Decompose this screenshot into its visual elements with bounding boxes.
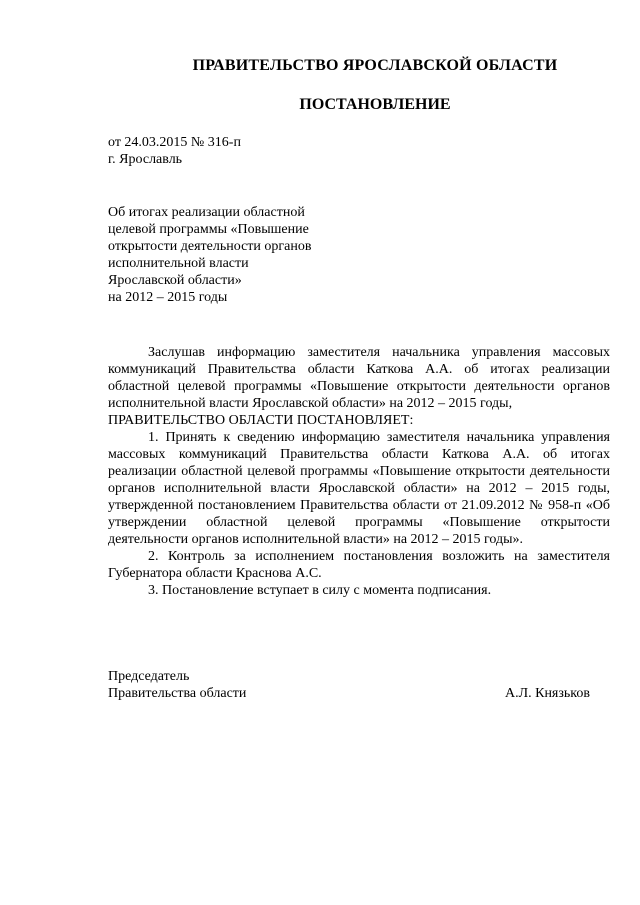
subject-line: на 2012 – 2015 годы: [108, 290, 228, 305]
resolution-item-1: 1. Принять к сведению информацию заместителя начальника управления массовых коммуникаций Правительства области Каткова А.А. об итогах реализации областной целевой программы «Повышение открытости деятельности органов исполнительной власти Ярославской области» на 2012 – 2015 годы, утвержденной постановлением Правительства области от 21.09.2012 № 958-п «Об утверждении областной целевой программы «Повышение открытости деятельности органов исполнительной власти» на 2012 – 2015 годы».: [108, 430, 610, 547]
document-type: ПОСТАНОВЛЕНИЕ: [299, 96, 451, 113]
signer-name: А.Л. Князьков: [505, 686, 590, 701]
document-body: [108, 344, 610, 599]
organization-title: ПРАВИТЕЛЬСТВО ЯРОСЛАВСКОЙ ОБЛАСТИ: [192, 57, 558, 74]
subject-line: исполнительной власти: [108, 256, 249, 271]
city: г. Ярославль: [108, 152, 183, 167]
resolution-item-3: 3. Постановление вступает в силу с момента подписания.: [148, 583, 492, 598]
subject-line: Об итогах реализации областной: [108, 205, 305, 220]
document-subject: [108, 204, 368, 306]
date-number: от 24.03.2015 № 316-п: [108, 135, 241, 150]
subject-line: открытости деятельности органов: [108, 239, 312, 254]
subject-line: Ярославской области»: [108, 273, 242, 288]
preamble-paragraph: Заслушав информацию заместителя начальника управления массовых коммуникаций Правительства области Каткова А.А. об итогах реализации областной целевой программы «Повышение открытости деятельности органов исполнительной власти Ярославской области» на 2012 – 2015 годы,: [108, 345, 610, 411]
signature-block: [108, 668, 590, 702]
signer-title-line2: Правительства области: [108, 686, 247, 701]
resolution-heading: ПРАВИТЕЛЬСТВО ОБЛАСТИ ПОСТАНОВЛЯЕТ:: [108, 413, 414, 428]
document-meta: [108, 134, 241, 168]
signer-title-line1: Председатель: [108, 669, 190, 684]
subject-line: целевой программы «Повышение: [108, 222, 309, 237]
signature-row: [108, 685, 590, 702]
resolution-item-2: 2. Контроль за исполнением постановления возложить на заместителя Губернатора области Краснова А.С.: [108, 549, 610, 581]
